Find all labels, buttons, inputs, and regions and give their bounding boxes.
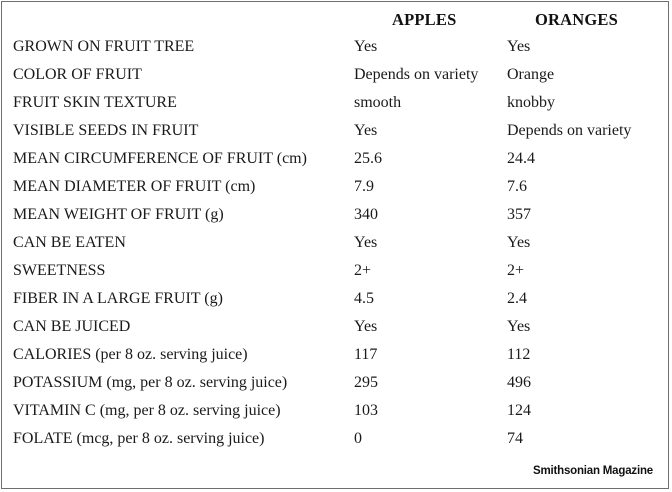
row-label: FRUIT SKIN TEXTURE — [13, 94, 177, 111]
table-row — [2, 62, 670, 90]
oranges-value: Yes — [507, 234, 531, 251]
table-row — [2, 118, 670, 146]
row-label: MEAN DIAMETER OF FRUIT (cm) — [13, 178, 256, 195]
apples-value: 0 — [354, 430, 362, 447]
apples-value: 117 — [354, 346, 378, 363]
oranges-value: Orange — [507, 66, 555, 83]
apples-value: Depends on variety — [354, 66, 479, 83]
apples-value: 2+ — [354, 262, 372, 279]
table-row — [2, 370, 670, 398]
row-label: CAN BE JUICED — [13, 318, 131, 335]
table-row — [2, 426, 670, 454]
oranges-value: Depends on variety — [507, 122, 632, 139]
oranges-value: knobby — [507, 94, 555, 111]
oranges-value: 112 — [507, 346, 531, 363]
oranges-value: 124 — [507, 402, 531, 419]
apples-value: 103 — [354, 402, 378, 419]
row-label: FOLATE (mcg, per 8 oz. serving juice) — [13, 430, 265, 447]
apples-value: Yes — [354, 318, 378, 335]
comparison-table-frame — [1, 1, 669, 489]
oranges-value: 357 — [507, 206, 531, 223]
row-label: MEAN WEIGHT OF FRUIT (g) — [13, 206, 224, 223]
oranges-value: 2+ — [507, 262, 525, 279]
table-row — [2, 286, 670, 314]
column-header-oranges: ORANGES — [535, 10, 618, 29]
table-row — [2, 230, 670, 258]
oranges-value: 2.4 — [507, 290, 527, 307]
row-label: MEAN CIRCUMFERENCE OF FRUIT (cm) — [13, 150, 307, 167]
row-label: CAN BE EATEN — [13, 234, 126, 251]
row-label: POTASSIUM (mg, per 8 oz. serving juice) — [13, 374, 288, 391]
table-row — [2, 314, 670, 342]
apples-value: 7.9 — [354, 178, 374, 195]
apples-value: Yes — [354, 234, 378, 251]
row-label: VITAMIN C (mg, per 8 oz. serving juice) — [13, 402, 281, 419]
table-row — [2, 202, 670, 230]
row-label: CALORIES (per 8 oz. serving juice) — [13, 346, 248, 363]
oranges-value: 496 — [507, 374, 531, 391]
table-row — [2, 146, 670, 174]
apples-value: 295 — [354, 374, 378, 391]
table-row — [2, 174, 670, 202]
table-row — [2, 90, 670, 118]
source-credit: Smithsonian Magazine — [533, 465, 653, 477]
apples-value: 25.6 — [354, 150, 382, 167]
table-row — [2, 342, 670, 370]
oranges-value: 74 — [507, 430, 523, 447]
column-header-apples: APPLES — [392, 10, 457, 29]
table-row — [2, 34, 670, 62]
row-label: VISIBLE SEEDS IN FRUIT — [13, 122, 199, 139]
apples-value: 4.5 — [354, 290, 374, 307]
row-label: FIBER IN A LARGE FRUIT (g) — [13, 290, 223, 307]
apples-value: Yes — [354, 122, 378, 139]
apples-value: Yes — [354, 38, 378, 55]
oranges-value: Yes — [507, 318, 531, 335]
apples-value: smooth — [354, 94, 402, 111]
oranges-value: Yes — [507, 38, 531, 55]
apples-value: 340 — [354, 206, 378, 223]
table-row — [2, 258, 670, 286]
oranges-value: 24.4 — [507, 150, 535, 167]
row-label: SWEETNESS — [13, 262, 106, 279]
row-label: GROWN ON FRUIT TREE — [13, 38, 195, 55]
row-label: COLOR OF FRUIT — [13, 66, 142, 83]
oranges-value: 7.6 — [507, 178, 527, 195]
table-row — [2, 398, 670, 426]
